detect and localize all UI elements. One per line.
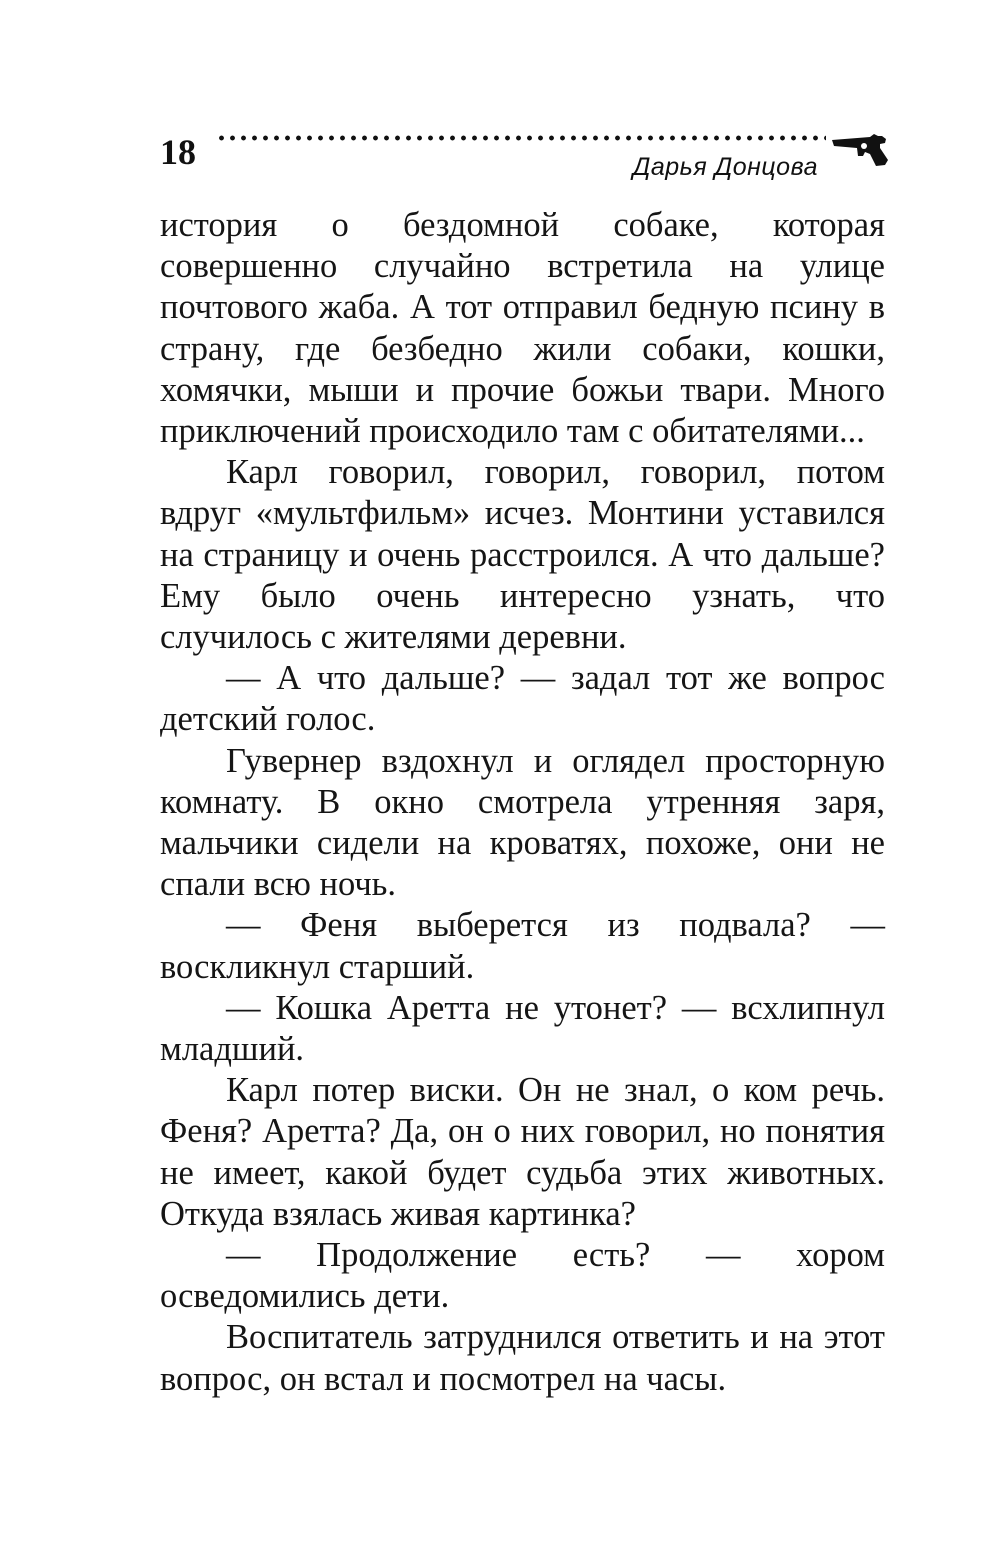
paragraph: Воспитатель затруднился ответить и на этот вопрос, он встал и посмотрел на часы. xyxy=(160,1318,885,1398)
paragraph: история о бездомной собаке, которая совершенно случайно встретила на улице почтового жаба. А тот отправил бедную псину в страну, где безбедно жили собаки, кошки, хомячки, мыши и прочие божьи твари. Много приключений происходило там с обитателями... xyxy=(160,206,885,451)
revolver-icon xyxy=(830,130,890,170)
paragraph: Карл говорил, говорил, говорил, потом вдруг «мультфильм» исчез. Монтини уставился на страницу и очень расстроился. А что дальше? Ему было очень интересно узнать, что случилось с жителями деревни. xyxy=(160,453,885,657)
dialogue-line: — Кошка Аретта не утонет? — всхлипнул младший. xyxy=(160,988,885,1069)
paragraph: Гувернер вздохнул и оглядел просторную комнату. В окно смотрела утренняя заря, мальчики сидели на кроватях, похоже, они не спали всю ночь. xyxy=(160,741,885,904)
dialogue-line: — А что дальше? — задал тот же вопрос детский голос. xyxy=(160,659,885,739)
dialogue-line: — Продолжение есть? — хором осведомились дети. xyxy=(160,1236,885,1316)
author-name: Дарья Донцова xyxy=(632,153,818,181)
running-header xyxy=(160,120,890,190)
dotted-leader xyxy=(216,134,826,142)
dialogue-line: — Феня выберется из подвала? — воскликнул старший. xyxy=(160,906,885,986)
body-text xyxy=(160,205,885,1400)
page-number: 18 xyxy=(160,132,196,172)
paragraph: Карл потер виски. Он не знал, о ком речь. Феня? Аретта? Да, он о них говорил, но понятия не имеет, какой будет судьба этих животных. Откуда взялась живая картинка? xyxy=(160,1071,885,1233)
